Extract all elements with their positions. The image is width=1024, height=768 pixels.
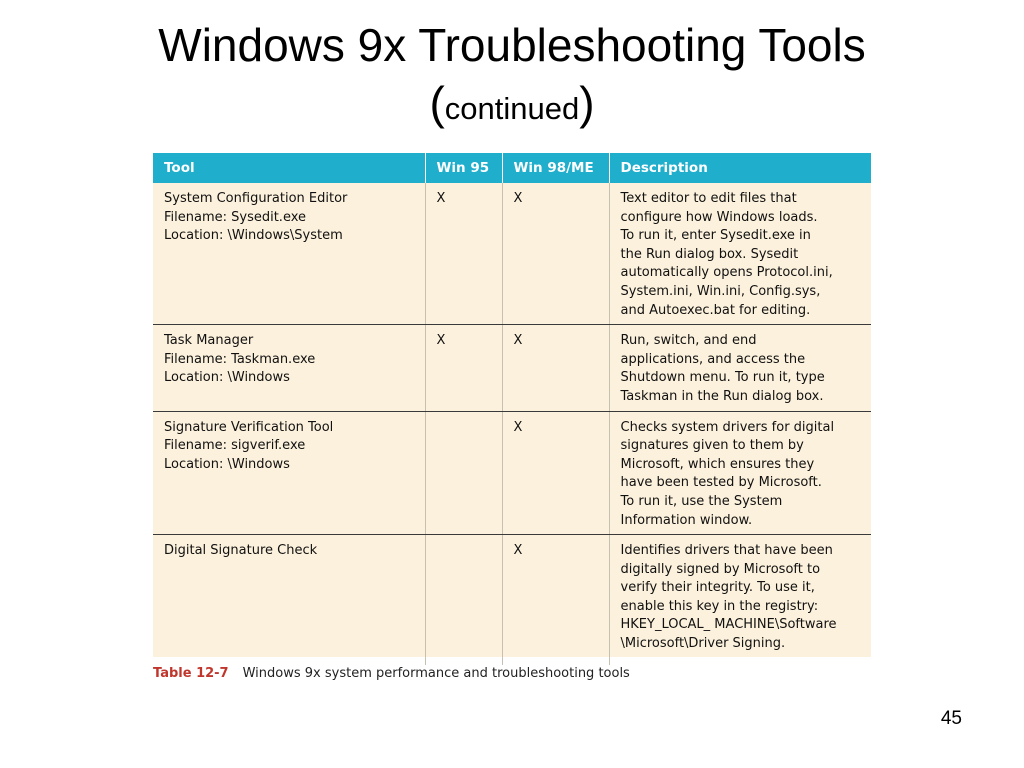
cell-tool: Task Manager Filename: Taskman.exe Location: \Windows [153, 325, 425, 411]
cell-win95 [425, 411, 502, 535]
cell-description: Text editor to edit files that configure how Windows loads. To run it, enter Sysedit.exe in the Run dialog box. Sysedit automatically opens Protocol.ini, System.ini, Win.ini, Config.sys, and Autoexec.bat for editing. [609, 183, 871, 325]
page-number: 45 [940, 708, 962, 729]
cell-win98me: X [502, 183, 609, 325]
cell-win95: X [425, 183, 502, 325]
cell-description: Checks system drivers for digital signatures given to them by Microsoft, which ensures they have been tested by Microsoft. To run it, use the System Information window. [609, 411, 871, 535]
title-paren-close: ) [579, 77, 595, 129]
cell-win98me: X [502, 411, 609, 535]
header-win95: Win 95 [425, 153, 502, 183]
header-tool: Tool [153, 153, 425, 183]
title-paren-open: ( [429, 77, 445, 129]
cell-win98me: X [502, 325, 609, 411]
cell-win95: X [425, 325, 502, 411]
cell-tool: System Configuration Editor Filename: Sysedit.exe Location: \Windows\System [153, 183, 425, 325]
tools-table [153, 153, 871, 665]
cell-win98me: X [502, 535, 609, 665]
cell-description: Identifies drivers that have been digitally signed by Microsoft to verify their integrity. To use it, enable this key in the registry: HKEY_LOCAL_ MACHINE\Software \Microsoft\Driver Signing. [609, 535, 871, 665]
cell-win95 [425, 535, 502, 665]
title-subtitle [0, 77, 1024, 129]
cell-tool: Signature Verification Tool Filename: sigverif.exe Location: \Windows [153, 411, 425, 535]
table-row [153, 535, 871, 665]
caption-label: Table 12-7 [153, 666, 229, 681]
table-row [153, 183, 871, 325]
header-win98me: Win 98/ME [502, 153, 609, 183]
title-continued: continued [444, 91, 580, 126]
caption-text: Windows 9x system performance and troubleshooting tools [242, 666, 630, 681]
tools-table-container [153, 153, 871, 657]
cell-description: Run, switch, and end applications, and access the Shutdown menu. To run it, type Taskman in the Run dialog box. [609, 325, 871, 411]
table-row [153, 325, 871, 411]
table-header-row [153, 153, 871, 183]
title-main: Windows 9x Troubleshooting Tools [158, 19, 866, 71]
slide-title [0, 19, 1024, 129]
table-caption [153, 666, 630, 681]
cell-tool: Digital Signature Check [164, 543, 318, 559]
table-row [153, 411, 871, 535]
header-description: Description [609, 153, 871, 183]
